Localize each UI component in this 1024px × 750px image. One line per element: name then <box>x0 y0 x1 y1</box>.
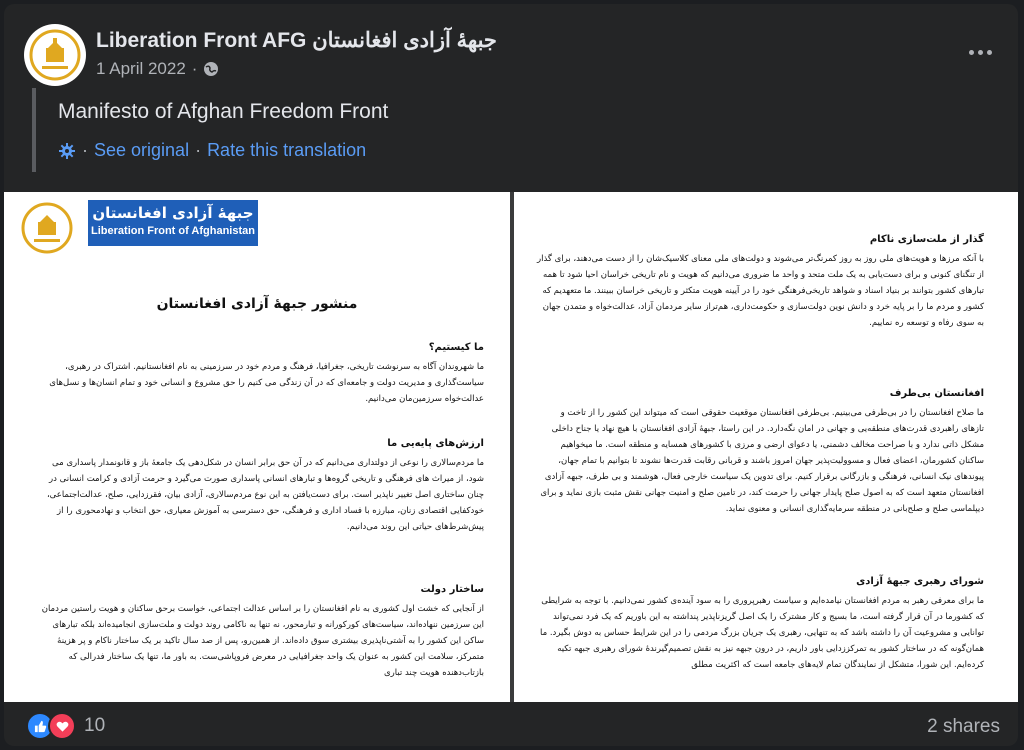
translation-separator: · <box>82 140 88 160</box>
doc-section <box>536 388 984 517</box>
doc-section <box>536 234 984 331</box>
banner-title-en: Liberation Front of Afghanistan <box>91 225 255 237</box>
shares-count[interactable]: 2 shares <box>927 716 1000 737</box>
doc-section <box>32 438 484 535</box>
rate-translation-link[interactable]: Rate this translation <box>207 140 367 160</box>
section-heading: ما کیستیم؟ <box>428 342 484 353</box>
section-body: ما مردم‌سالاری را نوعی از دولتداری می‌دانیم که در آن حق برابر انسان در شکل‌دهی یک جامعۀ باز و قانونمدار پاسداری می شود، از میراث های فرهنگی و تاریخی گروه‌ها و تبارهای انسانی پاسداری صورت می‌گیرد و حرمت آزادی و کرامت انسانی در چنان ساختاری اصل تغییر ناپذیر است. برای دست‌یافتن به این نوع مردم‌سالاری، آزادی بیان، فقرزدایی، صلح، عدالت‌اجتماعی، خودکفایی اقتصادی زنان، مبارزه با فساد اداری و فرهنگی، حق دسترسی به آموزش معیاری، حق انتخاب و نهادمحوری را از پیش‌شرط‌های حیاتی این روند می‌دانیم. <box>46 458 484 532</box>
page-name[interactable]: Liberation Front AFG جبهۀ آزادی افغانستان <box>96 29 497 52</box>
translation-separator: · <box>195 140 202 160</box>
more-options-button[interactable] <box>962 34 998 70</box>
doc-section <box>536 576 984 673</box>
emblem-icon <box>24 24 86 86</box>
section-body: ما صلاح افغانستان را در بی‌طرفی می‌بینیم. بی‌طرفی افغانستان موقعیت حقوقی است که میتواند این کشور را از تاخت و تازهای راهبردی قدرت‌های منطقه‌یی و جهانی در امان نگه‌دارد. در این راستا، جبهۀ آزادی افغانستان با هیچ نهاد یا جناح داخلی مشکل ذاتی ندارد و با صراحت مخالف دشمنی، یا دعوای ارضی و مرزی با کشورهای همسایه و منطقه است. ما میخواهیم ساکنان کشورمان، اعضای فعال و مسوولیت‌پذیر جهان امروز باشند و قربانی رقابت قدرت‌ها نشوند تا بتوانیم با تمام جهان، پیوندهای نیک انسانی، فرهنگی و بازرگانی برقرار کنیم. برای تدوین یک سیاست خارجی فعال، هوشمند و بی طرف، جبهه آزادی افغانستان متعهد است که به اصول صلح پایدار جهانی را حرمت کند، در تامین صلح و امنیت جهانی نقش مثبت بازی نماید و برای دیپلماسی صلح و صلح‌بانی در منطقه سرمایه‌گذاری انسانی و معنوی نماید. <box>540 408 984 514</box>
manifesto-page-1[interactable] <box>4 192 510 702</box>
post-card <box>4 4 1018 746</box>
heart-icon <box>48 712 76 740</box>
post-images <box>4 192 1018 702</box>
meta-separator: · <box>191 59 198 78</box>
doc-section <box>32 584 484 681</box>
doc-section <box>32 342 484 407</box>
post-date[interactable]: 1 April 2022 <box>96 59 186 78</box>
section-body: از آنجایی که خشت اول کشوری به نام افغانستان را بر اساس عدالت اجتماعی، خواست برحق ساکنان و هویت راستین مردمان این سرزمین ننهاده‌اند، سیاست‌های کورکورانه و تبارمحور، نه تنها به ناکامی روند دولت و ملت‌سازی انجامیده‌اند بلکه تبارهای ساکن این کشور را به آشتی‌ناپذیری بیشتری سوق داده‌اند. از همین‌رو، پس از صد سال تاکید بر یک ساختار ناکام و پر هزینۀ متمرکز، سلامت این کشور به عنوان یک واحد جغرافیایی در معرض فروپاشی‌ست. به باور ما، تنها یک ساختار فدرالی که بازتاب‌دهنده هویت چند تباری <box>41 604 484 678</box>
post-footer <box>4 704 1018 746</box>
gear-icon <box>58 142 76 160</box>
quote-bar <box>32 88 36 172</box>
globe-icon <box>203 61 219 77</box>
translation-bar <box>58 140 366 161</box>
post-meta <box>96 59 219 79</box>
reactions-summary[interactable] <box>26 712 105 740</box>
section-heading: ساختار دولت <box>420 584 484 595</box>
emblem-icon <box>14 198 80 258</box>
section-heading: گذار از ملت‌سازی ناکام <box>869 234 984 245</box>
page-avatar[interactable] <box>24 24 86 86</box>
section-body: ما شهروندان آگاه به سرنوشت تاریخی، جغرافیا، فرهنگ و مردم خود در سرزمینی به نام افغانستانیم. اشتراک در رهبری، سیاست‌گذاری و مدیریت دولت و جامعه‌ای که در آن زندگی می کنیم را حق مشروع و انسانی خود و تمام انسان‌ها و نسل‌های عدالت‌خواه سرزمین‌مان می‌دانیم. <box>49 362 484 404</box>
section-heading: شورای رهبری جبهۀ آزادی <box>856 576 984 587</box>
post-text: Manifesto of Afghan Freedom Front <box>58 100 389 123</box>
doc-title: منشور جبهۀ آزادی افغانستان <box>156 296 358 312</box>
reaction-count: 10 <box>84 715 106 736</box>
section-body: با آنکه مرزها و هویت‌های ملی روز به روز کمرنگ‌تر می‌شوند و دولت‌های ملی معنای کلاسیک‌شان را از دست می‌دهند، برای گذار از تنگنای کنونی و برای دست‌یابی به یک ملت متحد و واحد ما ضروری می‌دانیم که هویت و نام تاریخی خراسان احیا شود تا همه تبارهای کشور بتوانند بر بنیاد اسناد و شواهد تاریخی‌فرهنگی خود را در آیینه هویت متکثر و تاریخی خراسان ببینند. ما متعهدیم که کشور و مردم ما را بر پایه خرد و دانش نوین دولت‌سازی و حکومت‌داری، هم‌تراز سایر مردمان آزاد، عدالت‌خواه و متمدن جهان به سوی رفاه و توسعه ره نماییم. <box>536 254 984 328</box>
doc-banner <box>88 200 258 246</box>
section-heading: ارزش‌های پایه‌یی ما <box>387 438 484 449</box>
manifesto-page-2[interactable] <box>514 192 1018 702</box>
more-icon <box>969 50 974 55</box>
banner-title-fa: جبهۀ آزادی افغانستان <box>92 204 254 222</box>
section-heading: افغانستان بی‌طرف <box>889 388 984 399</box>
see-original-link[interactable]: See original <box>94 140 190 160</box>
section-body: ما برای معرفی رهبر به مردم افغانستان نیامده‌ایم و سیاست رهبرپروری را به سود آینده‌ی کشور نمی‌دانیم. با توجه به شرایطی که کشورما در آن قرار گرفته است، ما بسیج و کار مشترک را یک اصل گریزناپذیر پنداشته به این باوریم که یک فرد نمی‌تواند توانایی و مشروعیت آن را داشته باشد که به تنهایی، رهبری یک جریان بزرگ مردمی را در این شرایط حساس به دوش بگیرد. ما همان‌گونه که در ساختار کشور به تمرکززدایی باور داریم، در درون جبهه نیز به نقش تصمیم‌گیرندۀ شورای رهبری جبهه تکیه کرده‌ایم. این شورا، متشکل از نمایندگان تمام لایه‌های جامعه است که اکثریت مطلق <box>540 596 984 670</box>
